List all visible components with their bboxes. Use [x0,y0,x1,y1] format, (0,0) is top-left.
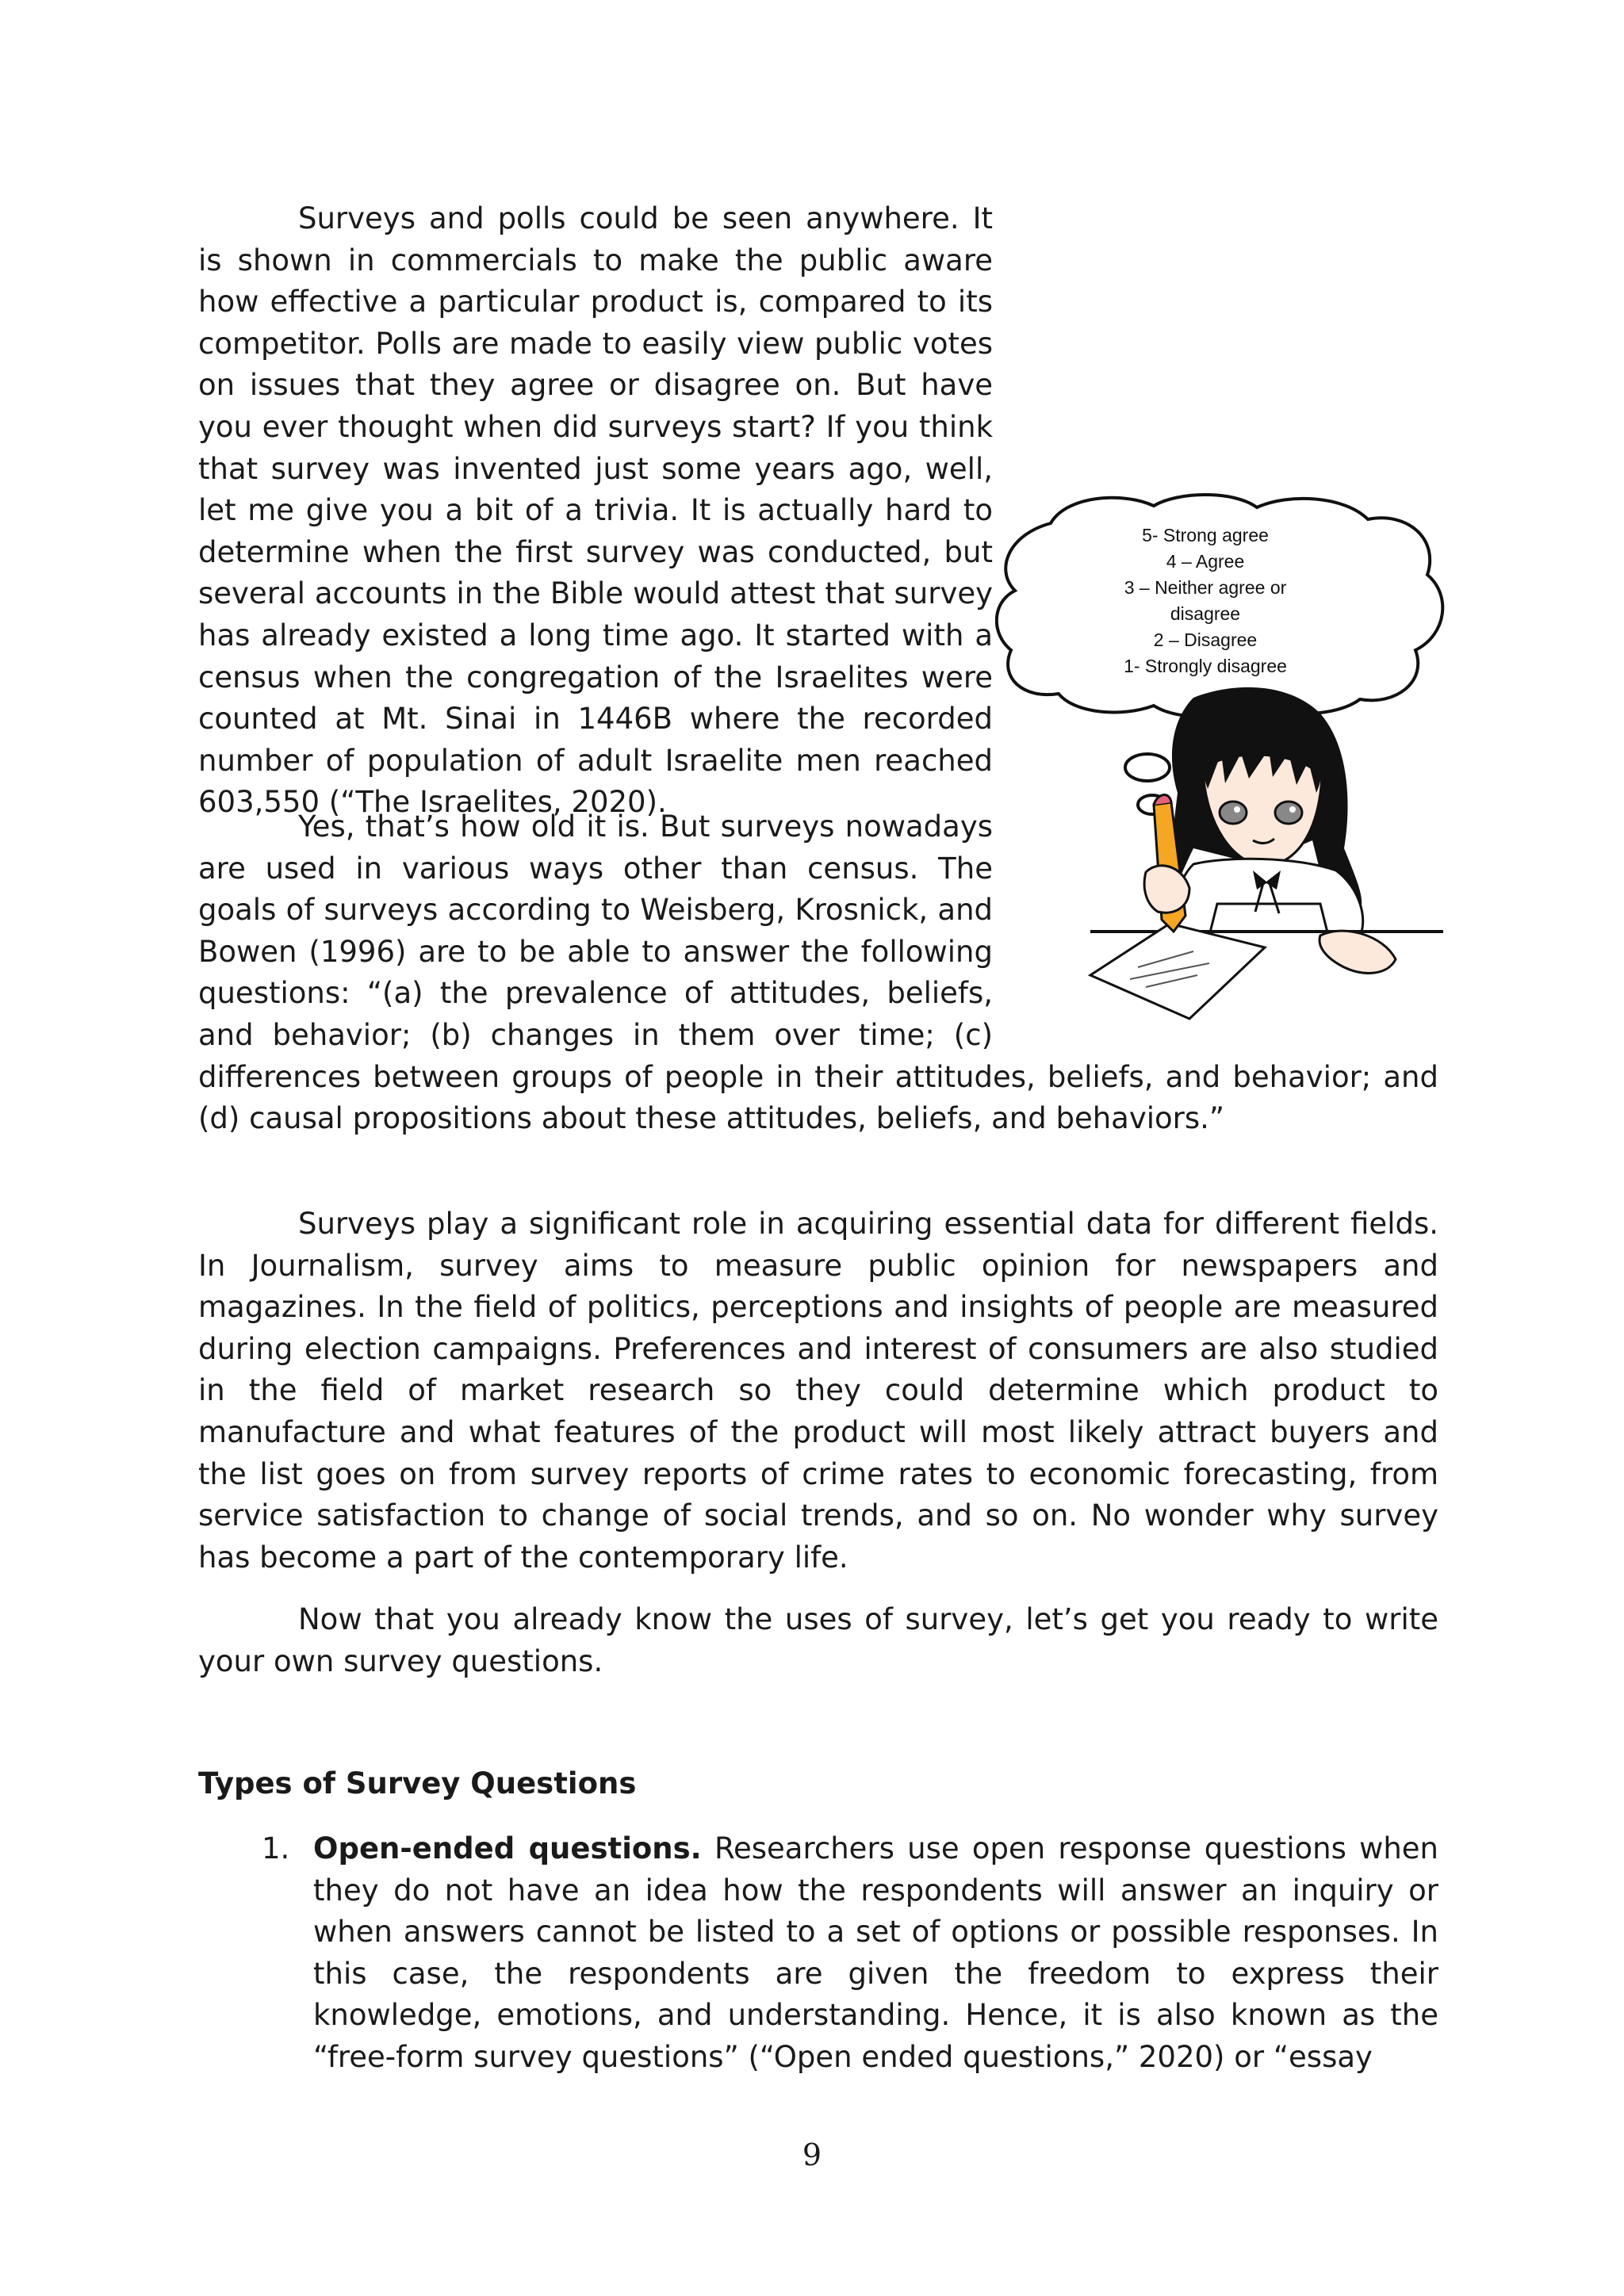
list-item-text: Researchers use open response questions when they do not have an idea how the respondents will answer an inquiry or when answers cannot be listed to a set of options or possible responses. In this case, the respondents are given the freedom to express their knowledge, emotions, and understanding. Hence, it is also known as the “free-form survey questions” (“Open ended questions,” 2020) or “essay [313,1831,1438,2074]
paragraph-fields-text: Surveys play a significant role in acquiring essential data for different fields. In Journalism, survey aims to measure public opinion for newspapers and magazines. In the field of politics, perceptions and insights of people are measured during election campaigns. Preferences and interest of consumers are also studied in the field of market research so they could determine which product to manufacture and what features of the product will most likely attract buyers and the list goes on from survey reports of crime rates to economic forecasting, from service satisfaction to change of social trends, and so on. No wonder why survey has become a part of the contemporary life. [198,1207,1438,1575]
paragraph-transition [198,1599,1438,1682]
paragraph-intro-text: Surveys and polls could be seen anywhere. It is shown in commercials to make the public aware how effective a particular product is, compared to its competitor. Polls are made to easily view public votes on issues that they agree or disagree on. But have you ever thought when did surveys start? If you think that survey was invented just some years ago, well, let me give you a bit of a trivia. It is actually hard to determine when the first survey was conducted, but several accounts in the Bible would attest that survey has already existed a long time ago. It started with a census when the congregation of the Israelites were counted at Mt. Sinai in 1446B where the recorded number of population of adult Israelite men reached 603,550 (“The Israelites, 2020). [198,201,993,820]
scale-line-3: 3 – Neither agree or [1124,577,1287,598]
scale-line-5: 5- Strong agree [1142,525,1269,545]
scale-line-4: 4 – Agree [1166,551,1245,572]
scale-line-1: 1- Strongly disagree [1124,656,1287,676]
section-heading: Types of Survey Questions [198,1766,637,1800]
scale-line-3b: disagree [1170,603,1241,624]
girl-thinking-illustration [995,492,1455,1031]
paragraph-fields [198,1203,1438,1578]
list-item [313,1828,1438,2079]
page-number: 9 [802,2137,822,2172]
thought-circle-large-icon [1125,754,1170,781]
scale-line-2: 2 – Disagree [1153,629,1258,650]
list-item-term: Open-ended questions. [313,1831,702,1866]
paragraph-goals-text: Yes, that’s how old it is. But surveys nowadays are used in various ways other than census. The goals of surveys according to Weisberg, Krosnick, and Bowen (1996) are to be able to answer the following questions: “(a) the prevalence of attitudes, beliefs, and behavior; (b) changes in them over time; (c) differences between groups of people in their attitudes, beliefs, and behavior; and (d) causal propositions about these attitudes, beliefs, and behaviors.” [198,809,1438,1136]
girl-writing-icon [1090,687,1443,1019]
list-item-number: 1. [262,1831,290,1866]
paragraph-transition-text: Now that you already know the uses of survey, let’s get you ready to write your own survey questions. [198,1602,1438,1678]
